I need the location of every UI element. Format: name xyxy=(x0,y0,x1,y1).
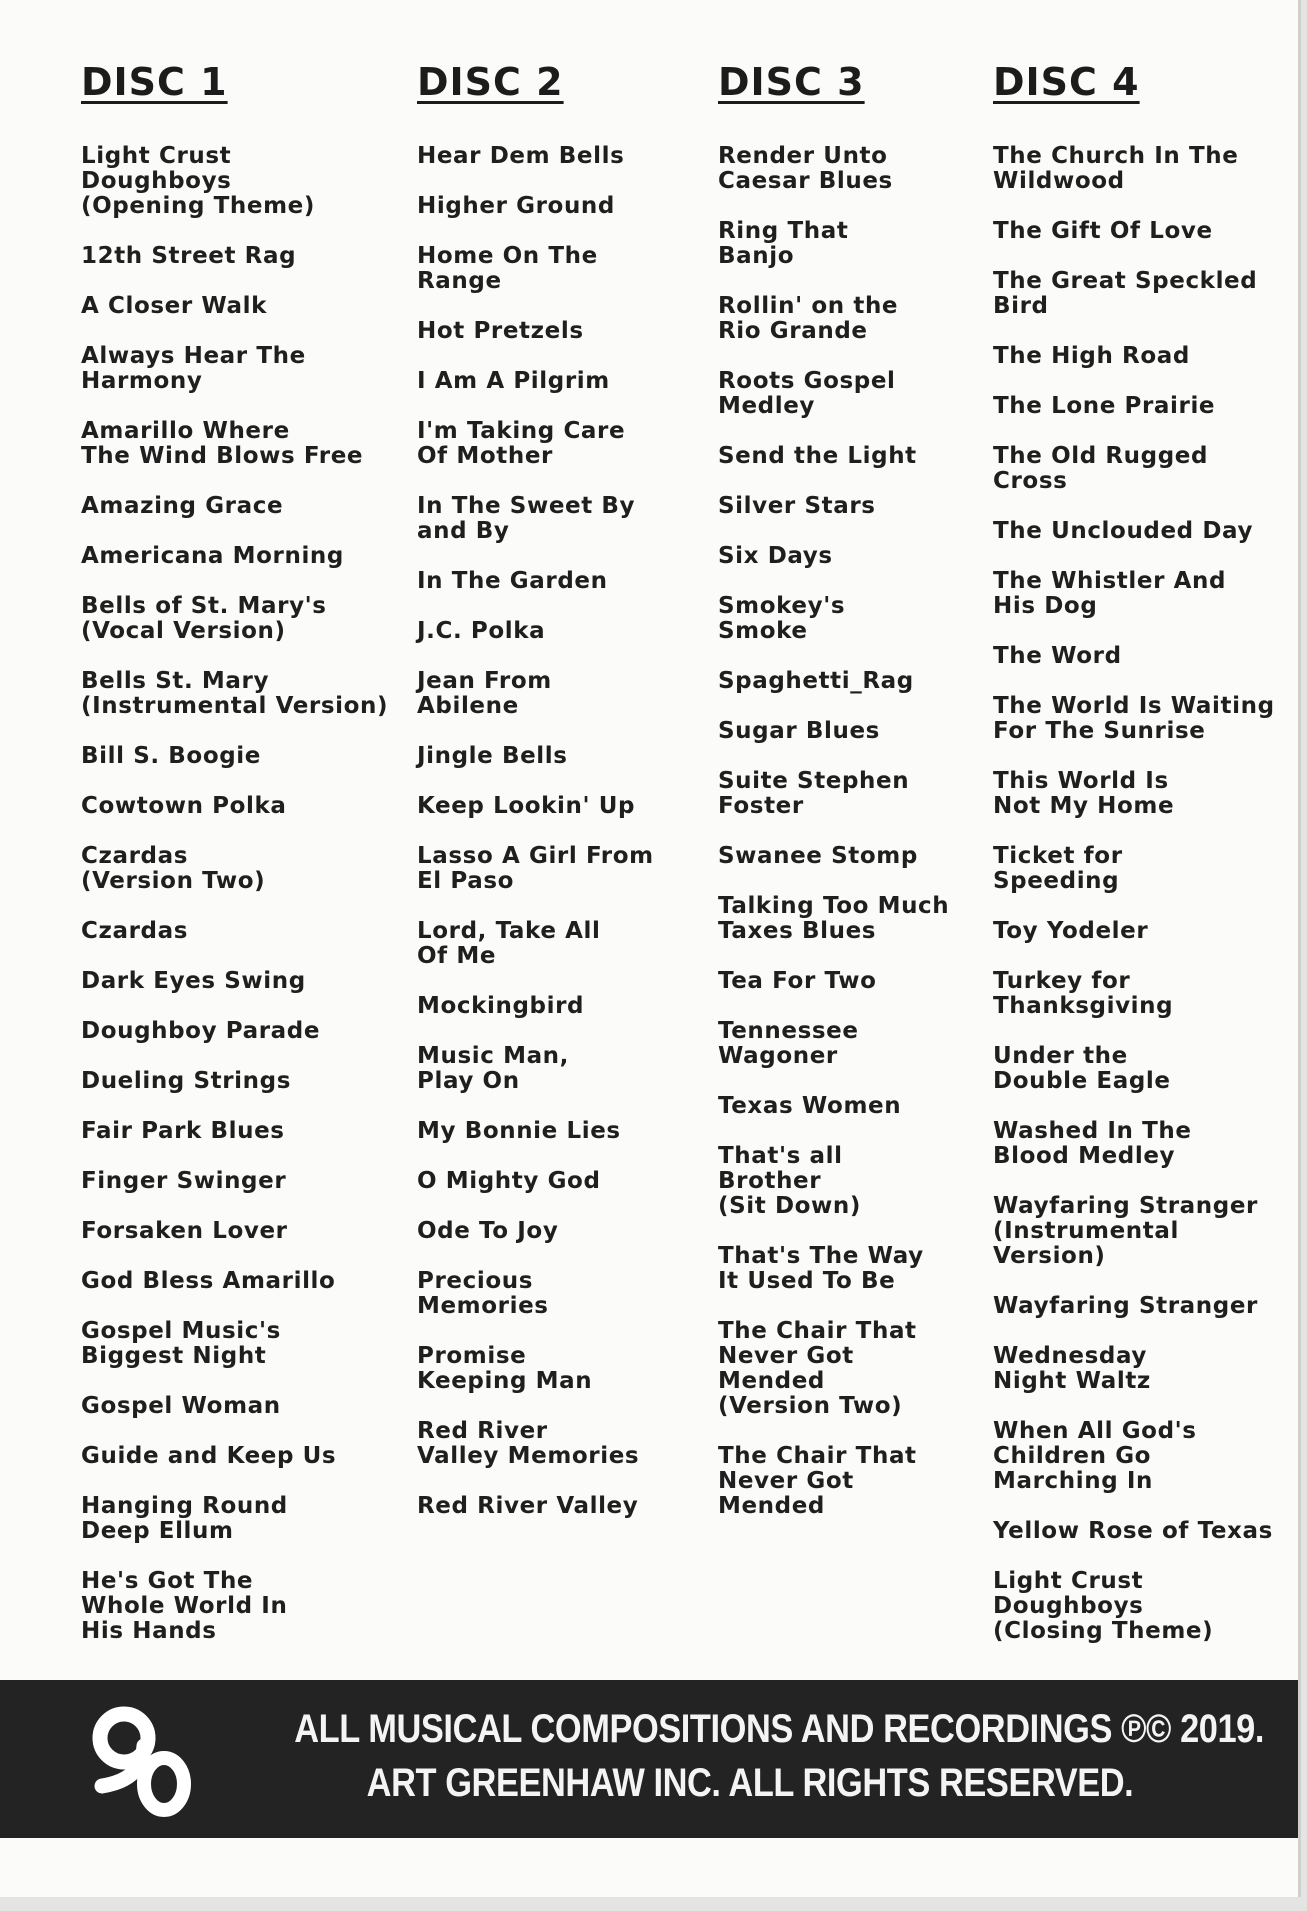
track-list-item: The Chair That Never Got Mended xyxy=(718,1443,917,1519)
track-list-item: Jean From Abilene xyxy=(417,668,552,719)
track-list-item: Forsaken Lover xyxy=(81,1218,288,1244)
track-list-item: Texas Women xyxy=(718,1093,902,1119)
track-list-item: Always Hear The Harmony xyxy=(81,343,306,394)
track-list-item: Yellow Rose of Texas xyxy=(993,1518,1273,1544)
track-list-item: Home On The Range xyxy=(417,243,598,294)
track-list-item: This World Is Not My Home xyxy=(993,768,1175,819)
track-list-item: Amarillo Where The Wind Blows Free xyxy=(81,418,364,469)
track-list-item: Lasso A Girl From El Paso xyxy=(417,843,654,894)
track-list-item: Bells of St. Mary's (Vocal Version) xyxy=(81,593,327,644)
track-list-item: I Am A Pilgrim xyxy=(417,368,610,394)
track-list-item: Higher Ground xyxy=(417,193,615,219)
track-list-item: Hot Pretzels xyxy=(417,318,584,344)
disc-4-heading: DISC 4 xyxy=(993,60,1140,104)
track-list-item: Czardas (Version Two) xyxy=(81,843,266,894)
track-list-item: Americana Morning xyxy=(81,543,344,569)
track-list-item: The Word xyxy=(993,643,1122,669)
track-list-item: Cowtown Polka xyxy=(81,793,287,819)
disc-2-track-list xyxy=(417,144,707,1519)
track-list-item: Roots Gospel Medley xyxy=(718,368,896,419)
track-list-item: Guide and Keep Us xyxy=(81,1443,337,1469)
track-list-item: Toy Yodeler xyxy=(993,918,1149,944)
track-list-item: When All God's Children Go Marching In xyxy=(993,1418,1197,1494)
track-list-item: Hear Dem Bells xyxy=(417,143,625,169)
disc-4-column xyxy=(993,58,1298,1669)
track-list-item: Washed In The Blood Medley xyxy=(993,1118,1192,1169)
disc-3-heading: DISC 3 xyxy=(718,60,865,104)
track-list-item: Ticket for Speeding xyxy=(993,843,1123,894)
track-list-item: Promise Keeping Man xyxy=(417,1343,593,1394)
track-list-item: Wayfaring Stranger (Instrumental Version) xyxy=(993,1193,1258,1269)
disc-3-column xyxy=(718,58,988,1544)
track-list-item: Gospel Music's Biggest Night xyxy=(81,1318,281,1369)
track-list-item: Render Unto Caesar Blues xyxy=(718,143,893,194)
track-list-item: Gospel Woman xyxy=(81,1393,281,1419)
track-list-item: Finger Swinger xyxy=(81,1168,287,1194)
track-list-item: Amazing Grace xyxy=(81,493,284,519)
track-list-item: Dueling Strings xyxy=(81,1068,291,1094)
track-list-item: Under the Double Eagle xyxy=(993,1043,1171,1094)
copyright-footer xyxy=(0,1680,1298,1838)
track-list-item: Send the Light xyxy=(718,443,917,469)
track-list-item: He's Got The Whole World In His Hands xyxy=(81,1568,288,1644)
track-list-item: Spaghetti_Rag xyxy=(718,668,914,694)
track-list-item: Wayfaring Stranger xyxy=(993,1293,1258,1319)
disc-4-track-list xyxy=(993,144,1298,1644)
track-list-item: Silver Stars xyxy=(718,493,876,519)
disc-1-column xyxy=(81,58,401,1669)
track-list-item: Red River Valley Memories xyxy=(417,1418,640,1469)
track-list-item: Hanging Round Deep Ellum xyxy=(81,1493,288,1544)
track-list-item: J.C. Polka xyxy=(417,618,546,644)
disc-1-track-list xyxy=(81,144,401,1644)
disc-2-heading: DISC 2 xyxy=(417,60,564,104)
track-list-item: Wednesday Night Waltz xyxy=(993,1343,1151,1394)
disc-1-heading: DISC 1 xyxy=(81,60,228,104)
track-list-item: Jingle Bells xyxy=(417,743,568,769)
track-list-item: Turkey for Thanksgiving xyxy=(993,968,1174,1019)
track-list-item: The Church In The Wildwood xyxy=(993,143,1239,194)
track-list-item: In The Sweet By and By xyxy=(417,493,636,544)
disc-columns xyxy=(0,58,1298,1658)
copyright-line-2: ART GREENHAW INC. ALL RIGHTS RESERVED. xyxy=(366,1761,1134,1805)
track-list-item: Swanee Stomp xyxy=(718,843,918,869)
track-list-item: Bells St. Mary (Instrumental Version) xyxy=(81,668,389,719)
track-list-item: Doughboy Parade xyxy=(81,1018,321,1044)
track-list-item: Music Man, Play On xyxy=(417,1043,569,1094)
track-list-item: Mockingbird xyxy=(417,993,585,1019)
track-list-item: The Whistler And His Dog xyxy=(993,568,1227,619)
track-list-item: That's The Way It Used To Be xyxy=(718,1243,924,1294)
track-list-item: A Closer Walk xyxy=(81,293,268,319)
track-list-item: Bill S. Boogie xyxy=(81,743,261,769)
track-list-item: Suite Stephen Foster xyxy=(718,768,910,819)
track-list-item: The Great Speckled Bird xyxy=(993,268,1258,319)
track-list-item: Light Crust Doughboys (Closing Theme) xyxy=(993,1568,1214,1644)
track-list-item: Sugar Blues xyxy=(718,718,880,744)
track-list-item: The Chair That Never Got Mended (Version Two) xyxy=(718,1318,917,1419)
track-list-item: Tennessee Wagoner xyxy=(718,1018,859,1069)
track-list-item: Ode To Joy xyxy=(417,1218,559,1244)
track-list-item: O Mighty God xyxy=(417,1168,601,1194)
track-list-item: My Bonnie Lies xyxy=(417,1118,621,1144)
disc-2-column xyxy=(417,58,707,1544)
track-list-item: Red River Valley xyxy=(417,1493,639,1519)
track-list-item: In The Garden xyxy=(417,568,608,594)
track-list-item: God Bless Amarillo xyxy=(81,1268,336,1294)
disc-3-track-list xyxy=(718,144,988,1519)
track-list-item: The High Road xyxy=(993,343,1190,369)
track-list-item: The Gift Of Love xyxy=(993,218,1213,244)
track-list-item: Tea For Two xyxy=(718,968,877,994)
track-list-item: Precious Memories xyxy=(417,1268,549,1319)
track-list-item: Dark Eyes Swing xyxy=(81,968,306,994)
track-list-item: That's all Brother (Sit Down) xyxy=(718,1143,861,1219)
track-list-item: Light Crust Doughboys (Opening Theme) xyxy=(81,143,315,219)
track-list-item: The Old Rugged Cross xyxy=(993,443,1209,494)
track-list-item: Lord, Take All Of Me xyxy=(417,918,601,969)
copyright-notice xyxy=(294,1702,1265,1810)
track-list-item: Keep Lookin' Up xyxy=(417,793,636,819)
track-list-item: Fair Park Blues xyxy=(81,1118,285,1144)
logo-90-icon xyxy=(88,1702,198,1820)
track-list-item: Talking Too Much Taxes Blues xyxy=(718,893,950,944)
track-list-item: Czardas xyxy=(81,918,189,944)
track-list-item: Rollin' on the Rio Grande xyxy=(718,293,899,344)
track-list-item: The Unclouded Day xyxy=(993,518,1254,544)
track-list-item: Ring That Banjo xyxy=(718,218,849,269)
track-list-item: Six Days xyxy=(718,543,833,569)
track-list-item: The Lone Prairie xyxy=(993,393,1216,419)
track-list-item: Smokey's Smoke xyxy=(718,593,846,644)
copyright-line-1: ALL MUSICAL COMPOSITIONS AND RECORDINGS ℗© 2019. xyxy=(294,1707,1265,1751)
track-list-item: I'm Taking Care Of Mother xyxy=(417,418,626,469)
track-list-item: 12th Street Rag xyxy=(81,243,297,269)
track-list-item: The World Is Waiting For The Sunrise xyxy=(993,693,1275,744)
